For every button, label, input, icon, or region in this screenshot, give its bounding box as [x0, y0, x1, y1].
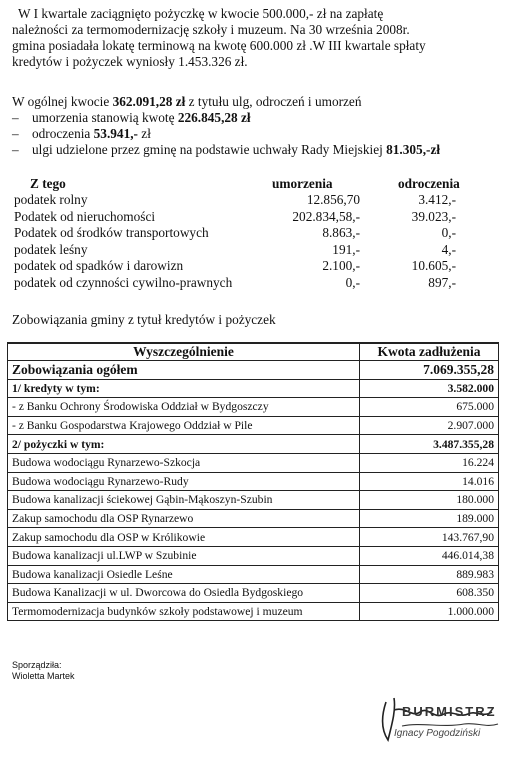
- handwritten-signature-icon: [372, 684, 512, 754]
- intro-line: gmina posiadała lokatę terminową na kwotę 600.000 zł .W III kwartale spłaty: [12, 38, 426, 53]
- table-row: Zakup samochodu dla OSP w Królikowie 143.767,90: [8, 528, 499, 547]
- prepared-by: [12, 660, 75, 682]
- intro-paragraph: [12, 6, 426, 70]
- debt-col-name: Wyszczególnienie: [8, 343, 360, 361]
- table-row: Budowa kanalizacji ściekowej Gąbin-Mąkoszyn-Szubin 180.000: [8, 491, 499, 510]
- table-row: 1/ kredyty w tym: 3.582.000: [8, 379, 499, 398]
- relief-paragraph: [12, 94, 440, 158]
- intro-line: kredytów i pożyczek wyniosły 1.453.326 zł.: [12, 54, 248, 69]
- table-row: 2/ pożyczki w tym: 3.487.355,28: [8, 435, 499, 454]
- debt-title: Zobowiązania gminy z tytuł kredytów i pożyczek: [12, 312, 276, 327]
- intro-line: należności za termomodernizację szkoły i muzeum. Na 30 września 2008r.: [12, 22, 410, 37]
- prepared-label: Sporządziła:: [12, 660, 62, 670]
- table-row: Zobowiązania ogółem 7.069.355,28: [8, 361, 499, 380]
- relief-summary: W ogólnej kwocie 362.091,28 zł z tytułu ulg, odroczeń i umorzeń: [12, 94, 362, 109]
- tax-breakdown: Z tego umorzenia odroczenia podatek rolny 12.856,70 3.412,- Podatek od nieruchomości 202.834,58,- 39.023,- Podatek od środków transportowych 8.863,- 0,- podatek leśny 191,- 4,- podatek od spadków i darowizn 2.100,- 10.605,- podatek od czynności cywilno-prawnych 0,- 897,-: [14, 176, 460, 290]
- debt-header-row: [8, 343, 499, 361]
- relief-item: – ulgi udzielone przez gminę na podstawie uchwały Rady Miejskiej 81.305,-zł: [12, 142, 441, 157]
- relief-item: – umorzenia stanowią kwotę 226.845,28 zł: [12, 110, 251, 125]
- table-row: Budowa wodociągu Rynarzewo-Szkocja 16.224: [8, 453, 499, 472]
- intro-line: W I kwartale zaciągnięto pożyczkę w kwocie 500.000,- zł na zapłatę: [18, 6, 384, 21]
- table-row: Budowa kanalizacji ul.LWP w Szubinie 446.014,38: [8, 546, 499, 565]
- debt-table: [7, 342, 499, 621]
- table-row: Budowa kanalizacji Osiedle Leśne 889.983: [8, 565, 499, 584]
- table-row: - z Banku Gospodarstwa Krajowego Oddział w Pile 2.907.000: [8, 416, 499, 435]
- mayor-title: BURMISTRZ: [402, 704, 497, 719]
- debt-col-amount: Kwota zadłużenia: [360, 343, 499, 361]
- table-row: - z Banku Ochrony Środowiska Oddział w Bydgoszczy 675.000: [8, 398, 499, 417]
- relief-item: – odroczenia 53.941,- zł: [12, 126, 151, 141]
- mayor-signature-block: [372, 684, 512, 754]
- table-row: Termomodernizacja budynków szkoły podstawowej i muzeum 1.000.000: [8, 602, 499, 621]
- table-row: Budowa wodociągu Rynarzewo-Rudy 14.016: [8, 472, 499, 491]
- tax-header-umorzenia: umorzenia: [272, 176, 333, 191]
- mayor-name: Ignacy Pogodziński: [394, 728, 481, 739]
- tax-header-odroczenia: odroczenia: [398, 176, 460, 191]
- table-row: Zakup samochodu dla OSP Rynarzewo 189.000: [8, 509, 499, 528]
- prepared-name: Wioletta Martek: [12, 671, 75, 681]
- relief-total: 362.091,28 zł: [112, 94, 186, 109]
- tax-header-label: Z tego: [30, 176, 66, 191]
- table-row: Budowa Kanalizacji w ul. Dworcowa do Osiedla Bydgoskiego 608.350: [8, 584, 499, 603]
